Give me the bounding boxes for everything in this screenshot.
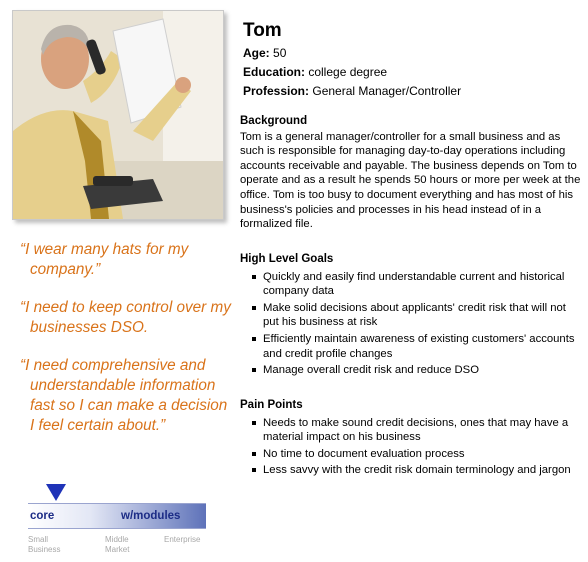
list-item: Make solid decisions about applicants' credit risk that will not put his business at risk	[263, 301, 582, 330]
pain-points-heading: Pain Points	[240, 399, 303, 411]
quote: “I need comprehensive and understandable information fast so I can make a decision I feel certain about.”	[20, 357, 228, 434]
goals-heading: High Level Goals	[240, 253, 334, 265]
pain-points-list	[240, 416, 582, 478]
list-item: Quickly and easily find understandable current and historical company data	[263, 270, 582, 299]
quote: “I wear many hats for my company.”	[20, 241, 189, 278]
background-heading: Background	[240, 115, 308, 127]
background-text: Tom is a general manager/controller for a small business and as such is responsible for managing day-to-day operations including accounts receivable and payable. The business depends on Tom to operate and as a result he spends 50 hours or more per week at the office. Tom is too busy to document everything and has most of his business's policies and processes in his head instead of in a formalized file.	[240, 130, 581, 231]
goals-section	[240, 252, 582, 380]
background-section	[240, 114, 582, 232]
market-scale	[28, 484, 208, 559]
scale-left-label: core	[30, 510, 55, 522]
tick-enterprise: Enterprise	[164, 535, 201, 544]
man-on-phone-image	[13, 11, 223, 219]
persona-facts	[243, 44, 461, 101]
list-item: Efficiently maintain awareness of existing customers' accounts and credit profile changes	[263, 332, 582, 361]
fact-age: Age: 50	[243, 46, 287, 60]
list-item: Manage overall credit risk and reduce DSO	[263, 363, 582, 378]
goals-list	[240, 270, 582, 378]
persona-name: Tom	[243, 20, 282, 41]
pain-points-section	[240, 398, 582, 480]
list-item: Less savvy with the credit risk domain terminology and jargon	[263, 463, 582, 478]
fact-education: Education: college degree	[243, 65, 388, 79]
persona-quotes	[18, 240, 233, 454]
persona-photo	[12, 10, 224, 220]
triangle-marker-icon	[46, 484, 66, 501]
quote: “I need to keep control over my businesses DSO.	[20, 299, 231, 336]
fact-profession: Profession: General Manager/Controller	[243, 84, 462, 98]
scale-bar	[28, 503, 206, 529]
list-item: No time to document evaluation process	[263, 447, 582, 462]
scale-right-label: w/modules	[121, 510, 181, 522]
tick-middle-market: Middle Market	[105, 535, 130, 554]
list-item: Needs to make sound credit decisions, ones that may have a material impact on his business	[263, 416, 582, 445]
tick-small-business: Small Business	[28, 535, 61, 554]
